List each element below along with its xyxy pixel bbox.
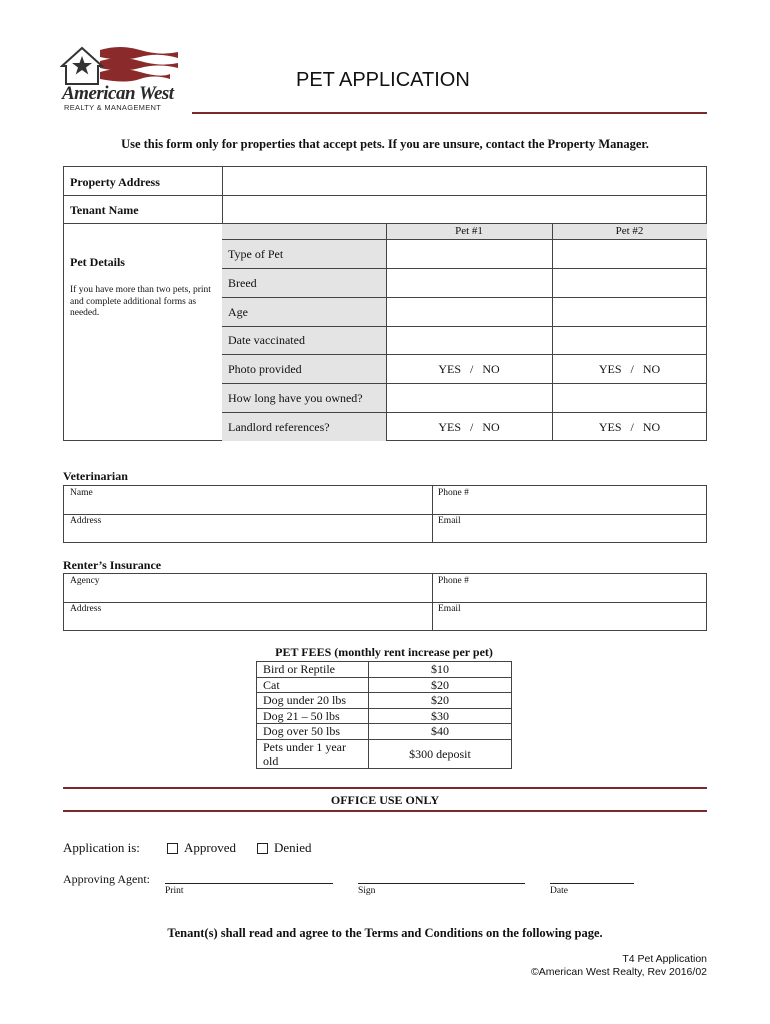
table-row [257,662,512,678]
approving-agent-label: Approving Agent: [63,872,150,886]
approved-checkbox[interactable] [167,840,236,856]
fee-label: Dog 21 – 50 lbs [257,708,369,724]
row-divider [64,602,706,603]
agency-label: Agency [70,576,100,586]
row-divider [222,412,707,413]
table-row [257,708,512,724]
col-divider [432,574,433,630]
title-divider [192,112,707,114]
row-label-type: Type of Pet [228,247,284,261]
col-divider [432,486,433,542]
print-label: Print [165,886,184,896]
form-id: T4 Pet Application [622,953,707,965]
tenant-name-label: Tenant Name [70,203,139,217]
veterinarian-box [63,485,707,543]
row-divider [222,326,707,327]
col-divider [552,223,553,441]
vet-name-label: Name [70,488,93,498]
logo-line2: REALTY & MANAGEMENT [64,103,162,112]
row-label-references: Landlord references? [228,420,330,434]
fee-value: $20 [369,677,512,693]
checkbox-icon[interactable] [257,843,268,854]
row-divider [222,354,707,355]
copyright: ©American West Realty, Rev 2016/02 [530,966,707,978]
fee-label: Dog over 50 lbs [257,724,369,740]
fee-label: Bird or Reptile [257,662,369,678]
pet2-header: Pet #2 [615,225,644,237]
insurance-phone-label: Phone # [438,576,469,586]
office-divider-top [63,787,707,789]
table-row [257,739,512,768]
pet1-photo-yes-no[interactable]: YES / NO [438,362,500,376]
row-divider [222,268,707,269]
property-address-field[interactable] [223,167,707,195]
table-row [257,677,512,693]
application-is-label: Application is: [63,840,140,855]
fee-value: $300 deposit [369,739,512,768]
insurance-email-label: Email [438,604,461,614]
pet-details-table [63,166,707,441]
fee-value: $20 [369,693,512,709]
denied-label: Denied [274,840,312,855]
office-use-title: OFFICE USE ONLY [330,793,440,807]
insurance-box [63,573,707,631]
col-divider [386,223,387,441]
print-line[interactable] [165,883,333,884]
vet-email-label: Email [438,516,461,526]
fee-value: $30 [369,708,512,724]
table-row [257,724,512,740]
veterinarian-title: Veterinarian [63,469,128,483]
denied-checkbox[interactable] [257,840,312,856]
page-title: PET APPLICATION [296,69,470,91]
notice-text: Use this form only for properties that accept pets. If you are unsure, contact the Property Manager. [121,137,649,151]
row-divider [222,239,707,240]
row-label-photo: Photo provided [228,362,302,376]
property-address-label: Property Address [70,175,160,189]
table-row [257,693,512,709]
pet2-references-yes-no[interactable]: YES / NO [598,420,661,434]
insurance-title: Renter’s Insurance [63,558,162,572]
fee-label: Pets under 1 year old [257,739,369,768]
fee-value: $40 [369,724,512,740]
fee-value: $10 [369,662,512,678]
row-label-owned: How long have you owned? [228,391,363,405]
fee-label: Dog under 20 lbs [257,693,369,709]
date-label: Date [550,886,568,896]
vet-phone-label: Phone # [438,488,469,498]
office-divider-bottom [63,810,707,812]
pet1-header: Pet #1 [455,225,483,237]
sign-label: Sign [358,886,376,896]
pet-fees-title: PET FEES (monthly rent increase per pet) [275,645,493,659]
row-label-breed: Breed [228,276,257,290]
pet-details-label: Pet Details [70,255,125,269]
row-divider [222,297,707,298]
pet2-photo-yes-no[interactable]: YES / NO [598,362,661,376]
pet1-references-yes-no[interactable]: YES / NO [438,420,500,434]
terms-notice: Tenant(s) shall read and agree to the Terms and Conditions on the following page. [167,926,603,940]
row-label-age: Age [228,305,248,319]
row-divider [222,383,707,384]
row-divider [64,514,706,515]
row-label-vaccinated: Date vaccinated [228,333,305,347]
vet-address-label: Address [70,516,102,526]
logo-line1: American West [62,83,174,104]
checkbox-icon[interactable] [167,843,178,854]
date-line[interactable] [550,883,634,884]
tenant-name-field[interactable] [223,196,707,223]
sign-line[interactable] [358,883,525,884]
pet-details-note: If you have more than two pets, print and complete additional forms as needed. [70,285,211,318]
insurance-address-label: Address [70,604,102,614]
approved-label: Approved [184,840,236,855]
pet-fees-table [256,661,512,769]
fee-label: Cat [257,677,369,693]
